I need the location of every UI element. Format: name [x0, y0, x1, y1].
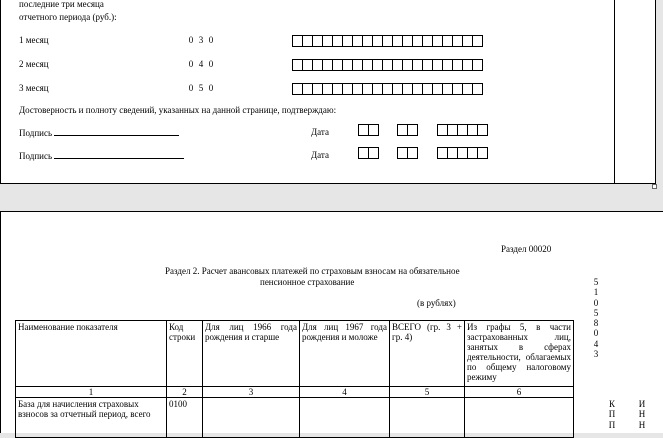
value-cell-general-regime[interactable]	[465, 398, 574, 438]
code-digit: 0	[188, 35, 194, 45]
side-digit: 4	[593, 338, 599, 349]
column-number: 4	[300, 387, 390, 398]
row-code: 0100	[167, 398, 203, 438]
column-number: 3	[203, 387, 300, 398]
value-cell-born-1967[interactable]	[300, 398, 390, 438]
column-number-row	[16, 387, 574, 398]
code-digit: 0	[208, 35, 214, 45]
date-month-field-1[interactable]	[397, 124, 417, 136]
month-2-label: 2 месяц	[19, 59, 49, 69]
table-row	[16, 398, 574, 438]
digit-box[interactable]	[472, 83, 483, 95]
signature-line[interactable]	[54, 150, 184, 159]
value-cell-total[interactable]	[390, 398, 465, 438]
code-digit: 0	[188, 59, 194, 69]
date-month-field-2[interactable]	[397, 147, 417, 159]
side-digit: 5	[593, 307, 599, 318]
digit-box[interactable]	[472, 59, 483, 71]
date-year-field-2[interactable]	[437, 147, 487, 159]
side-digit: 0	[593, 297, 599, 308]
month-2-value-field[interactable]	[292, 59, 482, 71]
column-number: 6	[465, 387, 574, 398]
inn-letter: И	[638, 399, 646, 409]
right-margin-line	[614, 0, 615, 184]
signature-1	[19, 127, 179, 138]
side-digit: 5	[593, 277, 599, 287]
side-barcode-digits	[592, 277, 600, 359]
kpp-vertical-label	[608, 399, 616, 430]
table-header-row	[16, 321, 574, 387]
column-number: 2	[167, 387, 203, 398]
header-total: ВСЕГО (гр. 3 + гр. 4)	[390, 321, 465, 387]
month-2-code	[186, 59, 216, 69]
code-digit: 4	[198, 59, 204, 69]
month-1-label: 1 месяц	[19, 35, 49, 45]
signature-line[interactable]	[54, 127, 179, 136]
date-day-field-1[interactable]	[358, 124, 378, 136]
side-digit: 8	[593, 318, 599, 329]
column-number: 5	[390, 387, 465, 398]
month-1-code	[186, 35, 216, 45]
code-digit: 3	[198, 35, 204, 45]
signature-label: Подпись	[19, 151, 53, 161]
intro-line-1: последние три месяца	[19, 0, 104, 9]
section-title-line-1: Раздел 2. Расчет авансовых платежей по страховым взносам на обязательное	[165, 266, 460, 276]
form-page-2	[0, 211, 663, 433]
section-title-line-2: пенсионное страхование	[260, 277, 355, 287]
header-row-code: Код строки	[167, 321, 203, 387]
intro-line-2: отчетного периода (руб.):	[19, 12, 117, 22]
units-note: (в рублях)	[417, 298, 456, 308]
signature-label: Подпись	[19, 128, 53, 138]
inn-vertical-label	[638, 399, 646, 430]
header-born-1966-and-older: Для лиц 1966 года рождения и старше	[203, 321, 300, 387]
column-number: 1	[16, 387, 167, 398]
header-indicator-name: Наименование показателя	[16, 321, 167, 387]
side-digit: 0	[593, 328, 599, 339]
header-born-1967-and-younger: Для лиц 1967 года рождения и моложе	[300, 321, 390, 387]
kpp-letter: К	[608, 399, 615, 409]
code-digit: 0	[208, 59, 214, 69]
confirmation-text: Достоверность и полноту сведений, указанных на данной странице, подтверждаю:	[19, 105, 337, 115]
header-general-tax-regime: Из графы 5, в части застрахованных лиц, занятых в сферах деятельности, облагаемых по общему налоговому режиму	[465, 321, 574, 387]
month-1-value-field[interactable]	[292, 35, 482, 47]
date-day-field-2[interactable]	[358, 147, 378, 159]
row-indicator-name: База для начисления страховых взносов за отчетный период, всего	[16, 398, 167, 438]
page-resize-handle[interactable]	[652, 184, 657, 189]
kpp-letter: П	[608, 419, 616, 430]
code-digit: 0	[188, 83, 194, 93]
signature-2	[19, 150, 184, 161]
code-digit: 5	[198, 83, 204, 93]
side-digit: 1	[593, 287, 599, 298]
date-label-2: Дата	[311, 150, 329, 160]
contributions-table	[15, 320, 574, 438]
form-page-1	[0, 0, 656, 184]
section-code: Раздел 00020	[501, 244, 552, 254]
code-digit: 0	[208, 83, 214, 93]
date-label-1: Дата	[311, 127, 329, 137]
month-3-value-field[interactable]	[292, 83, 482, 95]
date-year-field-1[interactable]	[437, 124, 487, 136]
kpp-letter: П	[608, 409, 616, 420]
digit-box[interactable]	[472, 35, 483, 47]
month-3-label: 3 месяц	[19, 83, 49, 93]
month-3-code	[186, 83, 216, 93]
value-cell-born-1966[interactable]	[203, 398, 300, 438]
side-digit: 3	[593, 349, 599, 360]
inn-letter: Н	[638, 409, 646, 420]
inn-letter: Н	[638, 419, 646, 430]
